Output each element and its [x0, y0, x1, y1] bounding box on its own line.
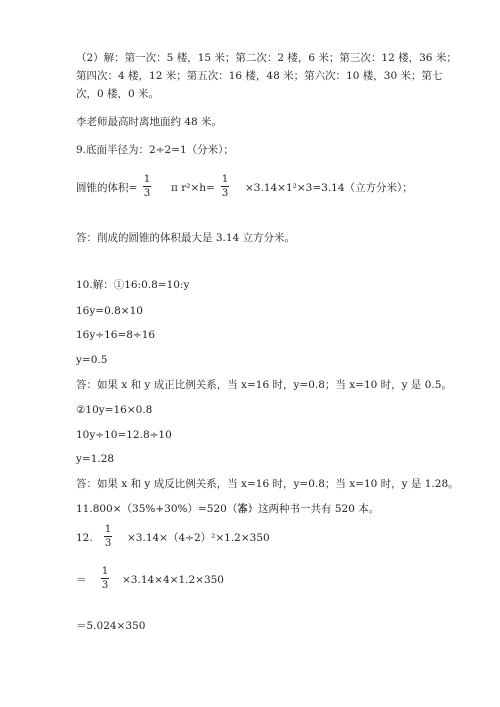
fraction-denominator: 3	[104, 538, 112, 549]
problem-10-line: y=1.28	[76, 453, 115, 465]
fraction-one-third	[220, 174, 230, 199]
fraction-numerator: 1	[104, 524, 112, 535]
fraction-one-third	[100, 566, 110, 591]
problem-11-calculation: 11.800×（35%+30%）=520（本）	[76, 503, 259, 515]
fraction-bar	[143, 186, 151, 187]
text-line: 次，0 楼，0 米。	[76, 88, 160, 100]
text-line: 第四次：4 楼，12 米；第五次：16 楼，48 米；第六次：10 楼，30 米；第七	[76, 70, 443, 82]
problem-11-answer: 答：这两种书一共有 520 本。	[237, 503, 380, 515]
fraction-numerator: 1	[143, 174, 151, 185]
problem-9-radius: 9.底面半径为：2÷2=1（分米）；	[76, 144, 234, 156]
fraction-denominator: 3	[221, 188, 229, 199]
equals-sign: ＝	[76, 574, 87, 586]
problem-12-label: 12.	[76, 532, 93, 544]
problem-12-result: ＝5.024×350	[76, 620, 146, 632]
problem-10-line: 16y=0.8×10	[76, 305, 143, 317]
fraction-numerator: 1	[221, 174, 229, 185]
fraction-bar	[104, 536, 112, 537]
volume-formula: π r²×h=	[171, 182, 215, 194]
problem-10-line: ②10y=16×0.8	[76, 404, 153, 416]
fraction-denominator: 3	[101, 580, 109, 591]
fraction-bar	[221, 186, 229, 187]
problem-10-line: y=0.5	[76, 354, 108, 366]
problem-12-expression: ×3.14×（4÷2）²×1.2×350	[127, 532, 270, 544]
volume-label: 圆锥的体积=	[76, 182, 138, 194]
problem-10-line: 10y÷10=12.8÷10	[76, 429, 172, 441]
problem-10-line: 16y÷16=8÷16	[76, 329, 156, 341]
problem-12-expression: ×3.14×4×1.2×350	[122, 574, 224, 586]
problem-10-line: 10.解：①16:0.8=10:y	[76, 279, 190, 291]
volume-calculation: ×3.14×1²×3=3.14（立方分米）；	[245, 182, 413, 194]
fraction-one-third	[103, 524, 113, 549]
problem-9-answer: 答：削成的圆锥的体积最大是 3.14 立方分米。	[76, 232, 296, 244]
fraction-numerator: 1	[101, 566, 109, 577]
text-line: 李老师最高时离地面约 48 米。	[76, 116, 223, 128]
problem-10-answer: 答：如果 x 和 y 成反比例关系，当 x=16 时，y=0.8；当 x=10 时，y 是 1.28。	[76, 478, 459, 490]
problem-10-answer: 答：如果 x 和 y 成正比例关系，当 x=16 时，y=0.8；当 x=10 时，y 是 0.5。	[76, 379, 452, 391]
text-line: （2）解：第一次：5 楼，15 米；第二次：2 楼，6 米；第三次：12 楼，36 米；	[76, 52, 457, 64]
fraction-denominator: 3	[143, 188, 151, 199]
fraction-bar	[101, 578, 109, 579]
fraction-one-third	[142, 174, 152, 199]
